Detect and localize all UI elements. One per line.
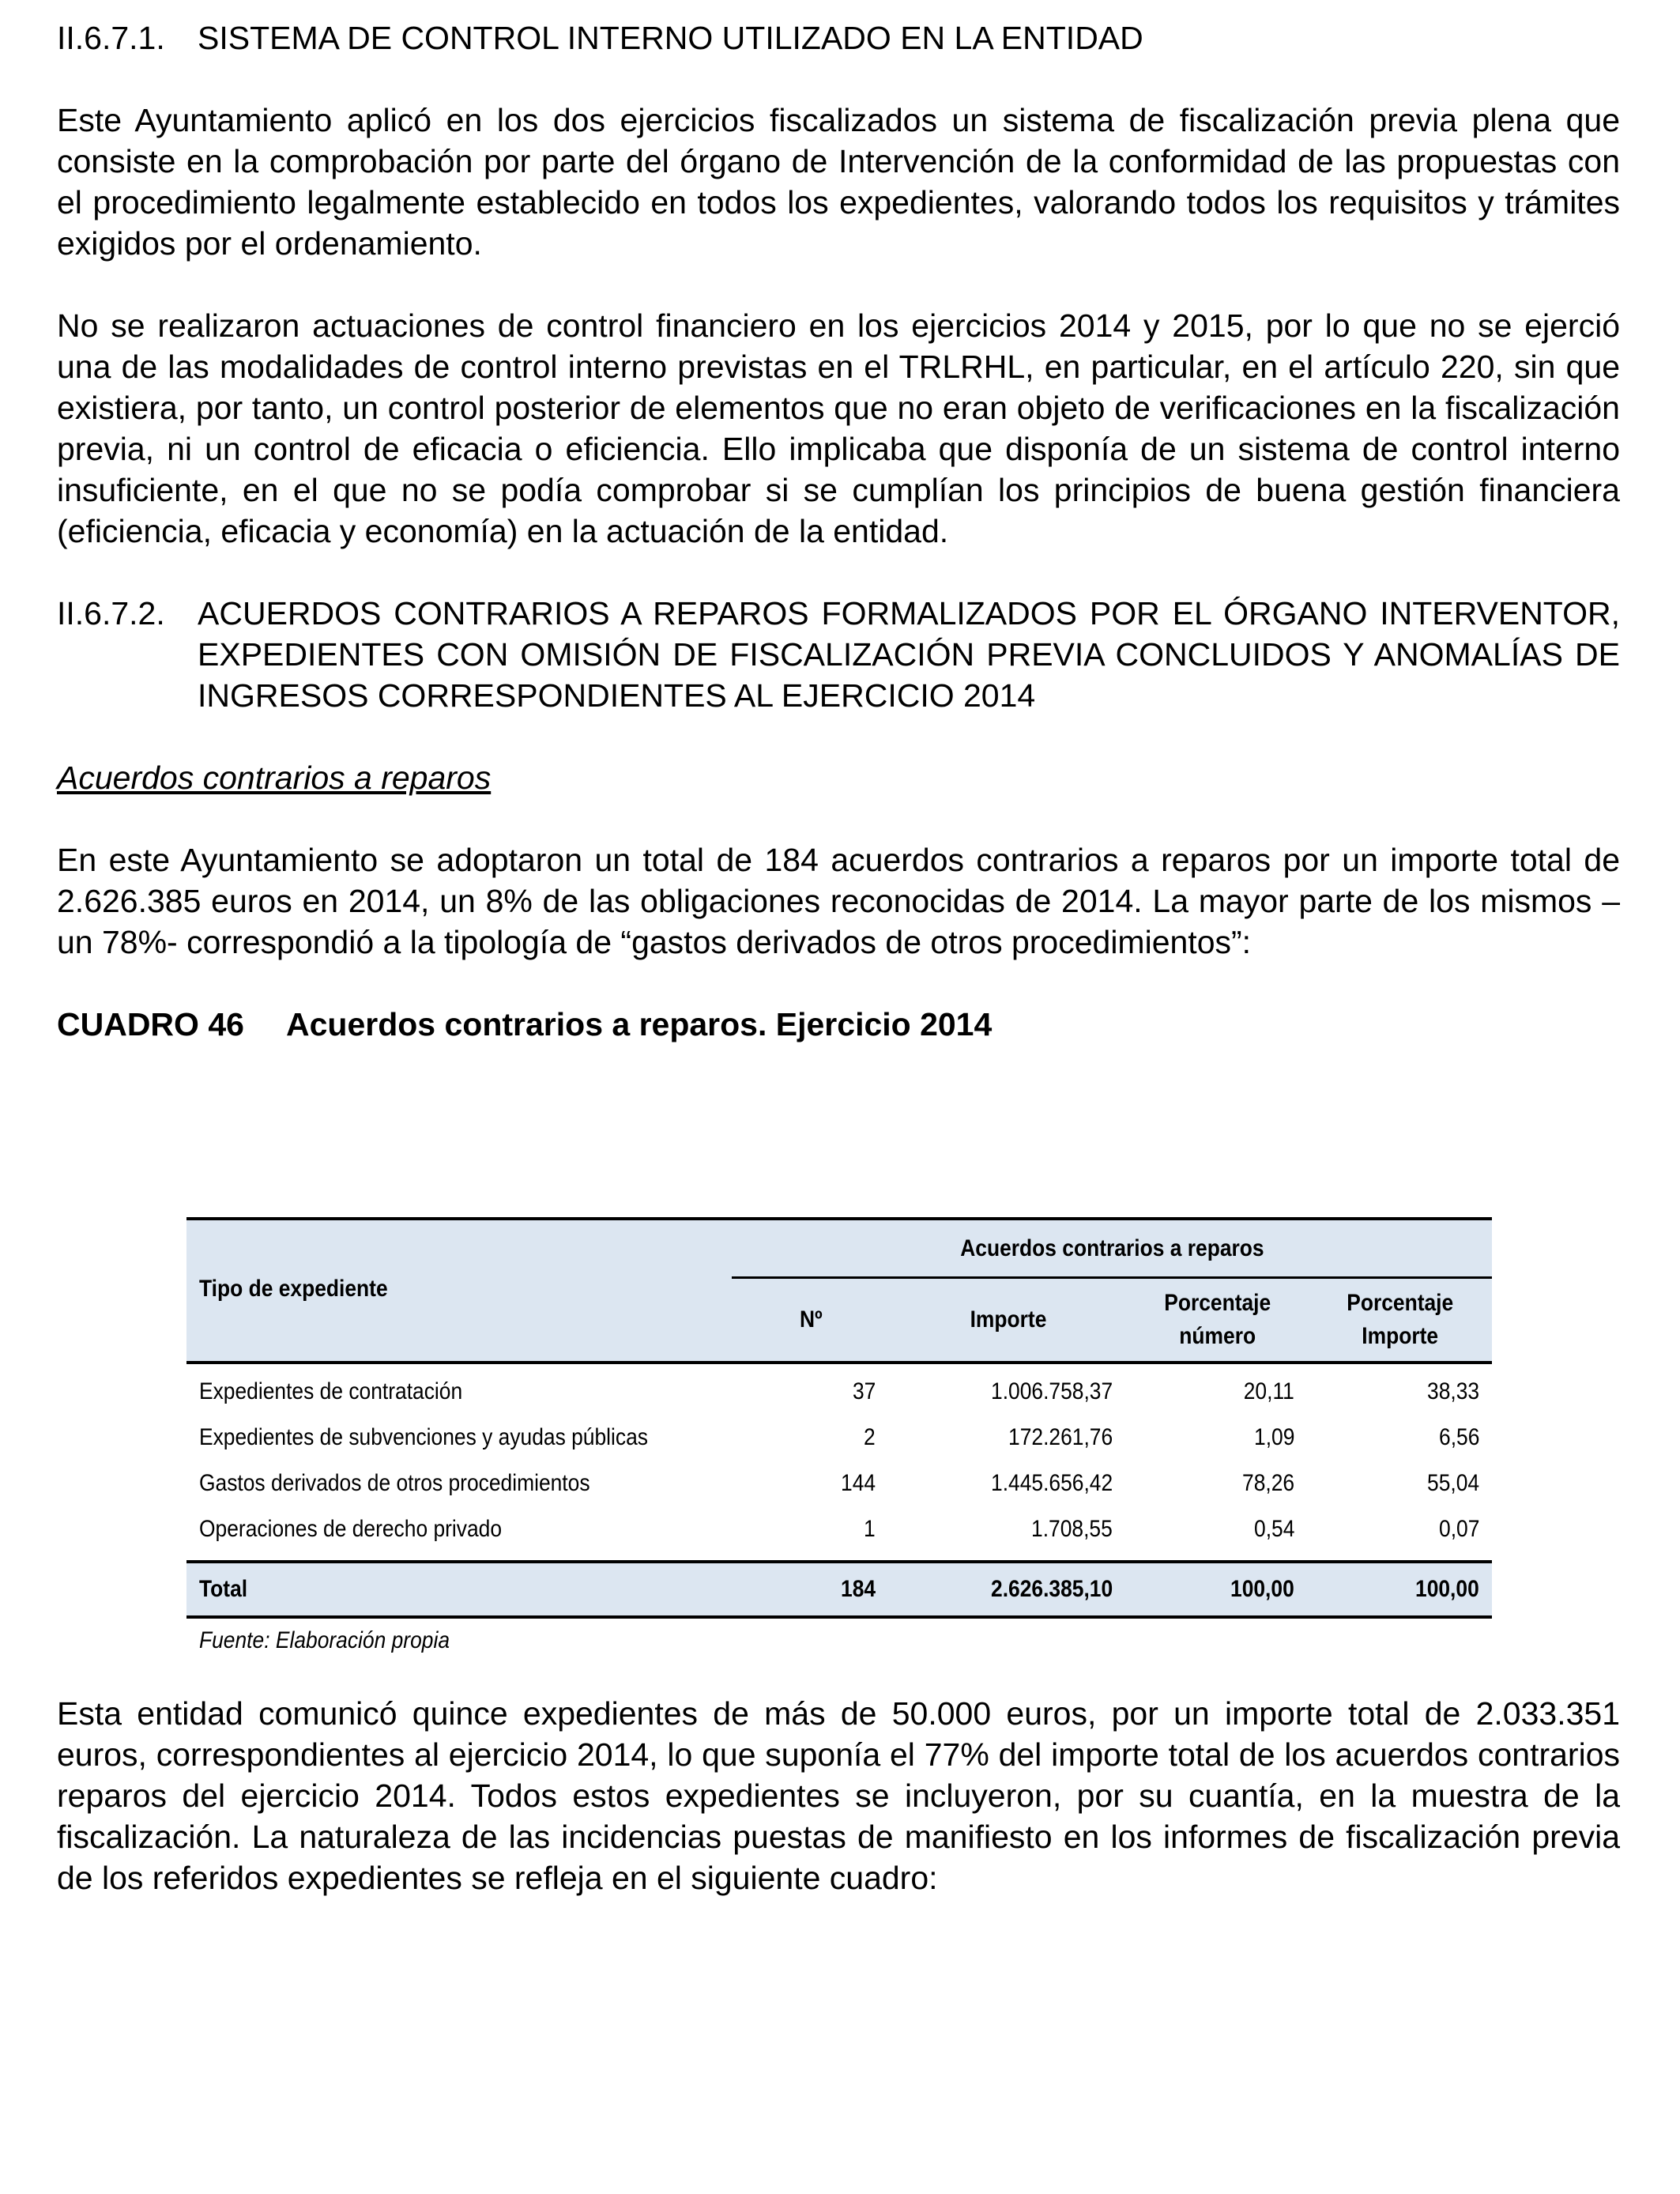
section-number: II.6.7.1. bbox=[57, 20, 165, 56]
table-title: Acuerdos contrarios a reparos. Ejercicio 2014 bbox=[286, 1006, 993, 1042]
data-table bbox=[186, 1217, 1492, 1658]
paragraph-3: En este Ayuntamiento se adoptaron un total de 184 acuerdos contrarios a reparos por un importe total de 2.626.385 euros en 2014, un 8% de las obligaciones reconocidas de 2014. La mayor parte de los mismos –un 78%- correspondió a la tipología de “gastos derivados de otros procedimientos”: bbox=[57, 842, 1620, 960]
table-source-note: Fuente: Elaboración propia bbox=[199, 1627, 450, 1653]
table-row: Operaciones de derecho privado 1 1.708,55 0,54 0,07 bbox=[199, 1516, 1479, 1542]
section-number: II.6.7.2. bbox=[57, 595, 165, 631]
table-row: Gastos derivados de otros procedimientos 144 1.445.656,42 78,26 55,04 bbox=[199, 1470, 1479, 1496]
table-header bbox=[186, 1217, 1492, 1364]
header-tipo: Tipo de expediente bbox=[199, 1276, 388, 1302]
paragraph-2: No se realizaron actuaciones de control financiero en los ejercicios 2014 y 2015, por lo que no se ejerció una de las modalidades de control interno previstas en el TRLRHL, en particular, en el artículo 220, sin que existiera, por tanto, un control posterior de elementos que no eran objeto de verificaciones en la fiscalización previa, ni un control de eficacia o eficiencia. Ello implicaba que disponía de un sistema de control interno insuficiente, en el que no se podía comprobar si se cumplían los principios de buena gestión financiera (eficiencia, eficacia y economía) en la actuación de la entidad. bbox=[57, 307, 1620, 549]
subsection-title: Acuerdos contrarios a reparos bbox=[57, 760, 492, 796]
closing-block bbox=[57, 1693, 1620, 1898]
document-page bbox=[57, 17, 1620, 1045]
table-number: CUADRO 46 bbox=[57, 1006, 244, 1042]
header-importe: Importe bbox=[970, 1306, 1047, 1333]
table-row: Expedientes de subvenciones y ayudas públicas 2 172.261,76 1,09 6,56 bbox=[199, 1424, 1479, 1450]
section-heading-2 bbox=[57, 593, 1620, 716]
paragraph-1: Este Ayuntamiento aplicó en los dos ejercicios fiscalizados un sistema de fiscalización previa plena que consiste en la comprobación por parte del órgano de Intervención de la conformidad de las propuestas con el procedimiento legalmente establecido en todos los expedientes, valorando todos los requisitos y trámites exigidos por el ordenamiento. bbox=[57, 102, 1620, 262]
table-body bbox=[186, 1364, 1492, 1552]
table-row: Expedientes de contratación 37 1.006.758,37 20,11 38,33 bbox=[199, 1378, 1479, 1404]
table-total-row: Total 184 2.626.385,10 100,00 100,00 bbox=[186, 1560, 1492, 1619]
paragraph-4: Esta entidad comunicó quince expedientes de más de 50.000 euros, por un importe total de 2.033.351 euros, correspondientes al ejercicio 2014, lo que suponía el 77% del importe total de los acuerdos contrarios reparos del ejercicio 2014. Todos estos expedientes se incluyeron, por su cuantía, en la muestra de la fiscalización. La naturaleza de las incidencias puestas de manifiesto en los informes de fiscalización previa de los referidos expedientes se refleja en el siguiente cuadro: bbox=[57, 1695, 1620, 1896]
header-n: Nº bbox=[799, 1306, 823, 1333]
section-heading-1 bbox=[57, 17, 1620, 58]
header-pct-numero: Porcentaje número bbox=[1164, 1290, 1271, 1349]
header-group: Acuerdos contrarios a reparos bbox=[732, 1220, 1492, 1279]
section-title: ACUERDOS CONTRARIOS A REPAROS FORMALIZADOS POR EL ÓRGANO INTERVENTOR, EXPEDIENTES CON OMISIÓN DE FISCALIZACIÓN PREVIA CONCLUIDOS Y ANOMALÍAS DE INGRESOS CORRESPONDIENTES AL EJERCICIO 2014 bbox=[198, 595, 1620, 714]
table-caption bbox=[57, 1004, 1620, 1045]
section-title: SISTEMA DE CONTROL INTERNO UTILIZADO EN LA ENTIDAD bbox=[198, 20, 1143, 56]
header-pct-importe: Porcentaje Importe bbox=[1347, 1290, 1454, 1349]
